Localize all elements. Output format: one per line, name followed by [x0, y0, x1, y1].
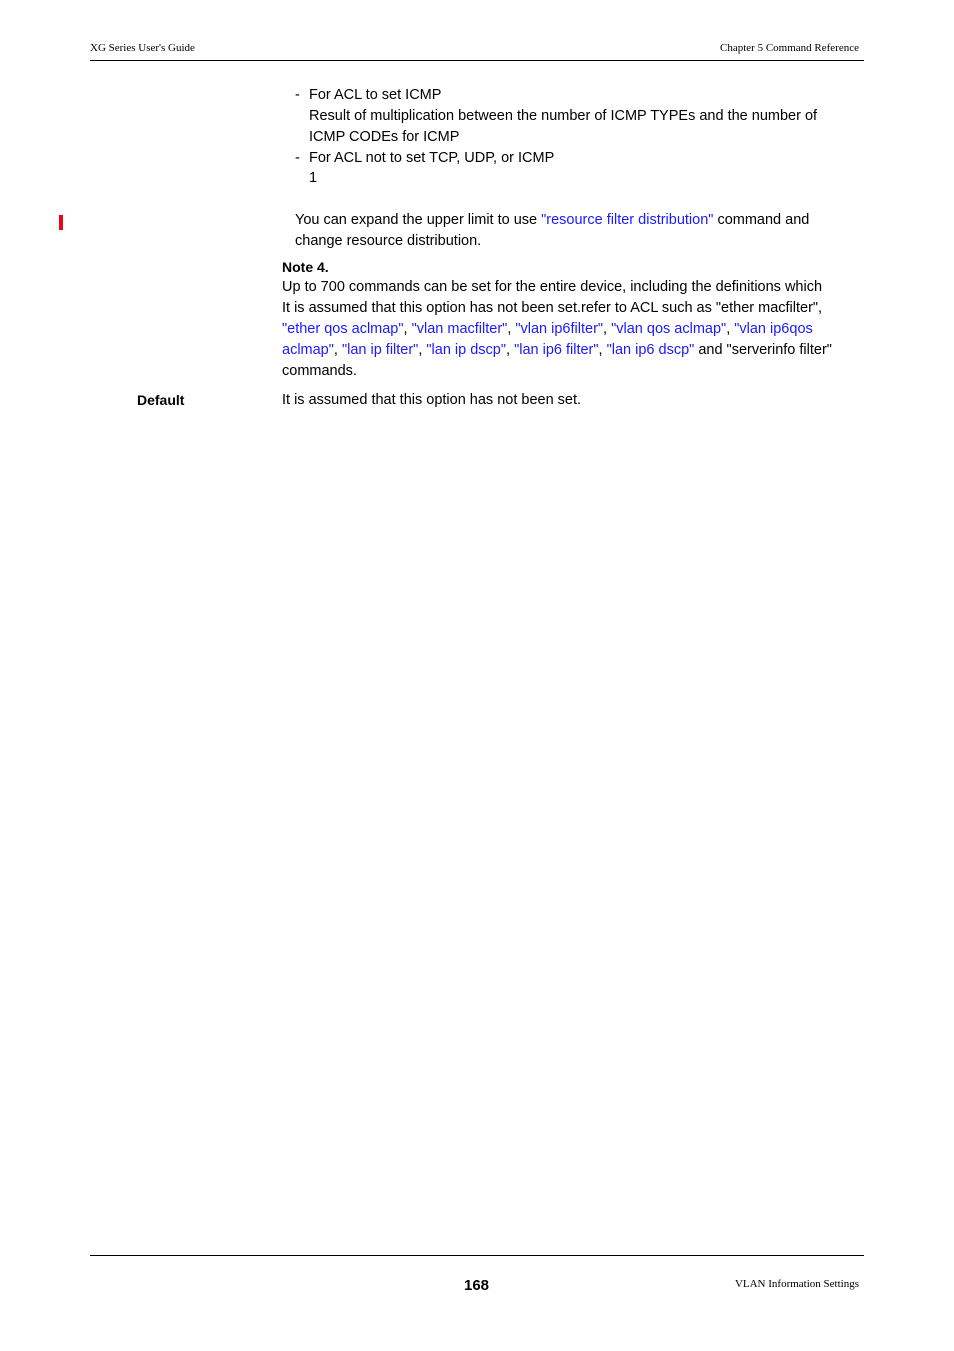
- ether-qos-aclmap-link[interactable]: "ether qos aclmap": [282, 321, 404, 337]
- link-separator: ,: [506, 342, 515, 358]
- vlan-ip6filter-link[interactable]: "vlan ip6filter": [515, 321, 604, 337]
- resource-filter-distribution-link[interactable]: "resource filter distribution": [541, 212, 714, 228]
- note-links-row1: [282, 320, 813, 338]
- expand-paragraph-line1: [295, 211, 809, 229]
- note-line2: It is assumed that this option has not been set.refer to ACL such as "ether macfilter",: [282, 300, 823, 316]
- note-line1: Up to 700 commands can be set for the entire device, including the definitions which: [282, 279, 823, 295]
- default-text: It is assumed that this option has not been set.: [282, 392, 582, 408]
- header-doc-title: XG Series User's Guide: [90, 42, 195, 54]
- link-separator: ,: [418, 342, 427, 358]
- page-number: 168: [464, 1277, 490, 1294]
- expand-text-post: command and: [713, 212, 810, 228]
- vlan-ip6qos-aclmap-link[interactable]: "vlan ip6qos: [734, 321, 813, 337]
- lan-ip-dscp-link[interactable]: "lan ip dscp": [426, 342, 507, 358]
- note-line5: commands.: [282, 363, 357, 379]
- lan-ip-filter-link[interactable]: "lan ip filter": [341, 342, 419, 358]
- bullet-dash: -: [295, 150, 300, 166]
- lan-ip6-filter-link[interactable]: "lan ip6 filter": [514, 342, 599, 358]
- link-separator: ,: [598, 342, 607, 358]
- note-row2-tail: and "serverinfo filter": [694, 342, 832, 358]
- expand-paragraph-line2: change resource distribution.: [295, 233, 482, 249]
- vlan-macfilter-link[interactable]: "vlan macfilter": [411, 321, 508, 337]
- link-separator: ,: [603, 321, 612, 337]
- default-label: Default: [137, 392, 185, 408]
- bullet-icmp-label: For ACL to set ICMP: [309, 87, 442, 103]
- note-title: Note 4.: [282, 259, 329, 275]
- bullet-dash: -: [295, 87, 300, 103]
- link-separator: ,: [333, 342, 342, 358]
- vlan-qos-aclmap-link[interactable]: "vlan qos aclmap": [611, 321, 727, 337]
- expand-text-pre: You can expand the upper limit to use: [295, 212, 542, 228]
- note-links-row2: [282, 341, 832, 359]
- bullet-other-value: 1: [309, 170, 318, 186]
- footer-divider: [90, 1255, 864, 1256]
- bullet-icmp-desc-line1: Result of multiplication between the number of ICMP TYPEs and the number of: [309, 108, 818, 124]
- link-separator: ,: [403, 321, 412, 337]
- bullet-other: [295, 149, 300, 167]
- link-separator: ,: [507, 321, 516, 337]
- lan-ip6-dscp-link[interactable]: "lan ip6 dscp": [606, 342, 695, 358]
- bullet-icmp-desc-line2: ICMP CODEs for ICMP: [309, 129, 460, 145]
- bullet-other-label: For ACL not to set TCP, UDP, or ICMP: [309, 150, 555, 166]
- link-separator: ,: [726, 321, 735, 337]
- bullet-icmp: [295, 86, 300, 104]
- header-chapter-title: Chapter 5 Command Reference: [720, 42, 859, 54]
- footer-section-title: VLAN Information Settings: [734, 1278, 859, 1290]
- vlan-ip6qos-aclmap-link-cont[interactable]: aclmap": [282, 342, 334, 358]
